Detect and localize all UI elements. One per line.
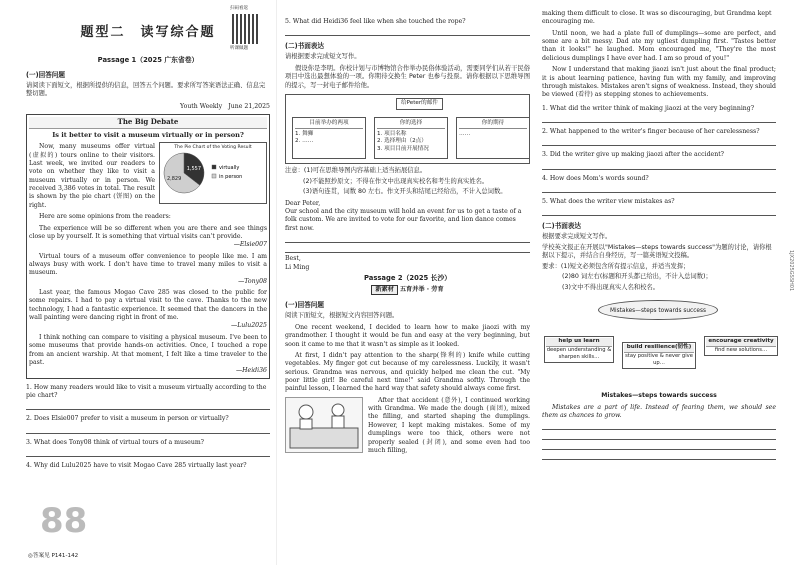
question: 5. What did Heidi36 feel like when she touched the rope? (285, 18, 466, 25)
side-code: 1JX2025GSSH01 (788, 250, 794, 292)
node-text: deepen understanding & sharpen skills… (546, 346, 612, 360)
page-number: 88 (40, 501, 88, 542)
paragraph: Here are some opinions from the readers: (39, 213, 171, 221)
legend-label: virtually (219, 165, 240, 172)
essay-opening: Mistakes are a part of life. Instead of fearing them, we should see them as chances to grow. (542, 403, 776, 419)
note: 注意：(1)可在思维导图内容基础上适当拓展信息。 (285, 167, 427, 175)
new-material-tag: 新素材 (371, 285, 398, 295)
paragraph: The experience will be so different when you are there and see things close up by yourself. It is something that virtual visits can't provide. (29, 224, 267, 240)
requirement: (3)文中不得出现真实人名和校名。 (562, 283, 660, 291)
box-line: 3. 项目目前开展情况 (377, 145, 429, 152)
answer-line[interactable] (26, 402, 270, 410)
column-middle (276, 0, 538, 565)
answer-line[interactable] (542, 162, 776, 170)
paragraph: I think nothing can compare to visiting a physical museum. I've been to some museums that provide hands-on activities. Once, I touched a rope from an ancient warship. At that moment, I felt like a time traveler to the past. (29, 333, 267, 366)
mind-map-center: Mistakes—steps towards success (598, 300, 718, 320)
section-heading: (二)书面表达 (542, 222, 581, 231)
mind-map-box (292, 117, 366, 159)
question: 2. What happened to the writer's finger because of her carelessness? (542, 127, 760, 135)
answer-line[interactable] (285, 28, 530, 36)
section-instruction: 请根据要求完成短文写作。 (285, 53, 361, 61)
answer-line[interactable] (285, 235, 530, 243)
illustration-svg (286, 398, 362, 452)
legend-label: in person (219, 174, 243, 181)
note: (3)语句连贯，词数 80 左右。作文开头和结尾已经给出，不计入总词数。 (303, 188, 507, 196)
paragraph: After that accident (意外), I continued working with Grandma. We made the dough (面团), mixed the filling, and started shaping the dumplings. However, I kept making mistakes. Some of my dumplings were too thick, others were not properly sealed (封闭), and some even had too much filling, (368, 396, 530, 454)
question: 3. What does Tony08 think of virtual tours of a museum? (26, 438, 205, 446)
section-heading: (一)回答问题 (285, 301, 324, 310)
signature: —Elsie007 (233, 241, 267, 249)
paragraph: Now, many museums offer virtual (虚拟的) tours online to their visitors. Last week, we invited our readers to vote on whether they like to visit a museum virtually or in person. We received 3,386 votes in total. The result is shown by the pie chart (饼图) on the right. (29, 143, 155, 209)
box-heading: 你的选择 (377, 120, 445, 129)
writing-task: 学校英文报正在开展以"Mistakes—steps towards success"为题的讨论，请你根据以下提示，并结合自身经历，写一篇英语短文投稿。 (542, 243, 772, 260)
mind-map-box (456, 117, 530, 159)
mind-map-box (374, 117, 448, 159)
qr-code-icon[interactable] (232, 14, 260, 44)
question: 3. Did the writer give up making jiaozi after the accident? (542, 151, 724, 159)
signature: —Tony08 (238, 277, 267, 285)
footer-note: ◎答案见 P141-142 (28, 553, 79, 560)
section-heading: (二)书面表达 (285, 42, 324, 51)
paragraph: Now I understand that making jiaozi isn't just about the final product; it is about learning patience, having fun with my family, and improving through mistakes. Mistakes aren't signs of weakness. Instead, they should be viewed (看待) as stepping stones to achievements. (542, 66, 776, 99)
debate-title: The Big Debate (29, 117, 267, 129)
passage1-title: Passage 1（2025 广东省卷） (97, 55, 199, 64)
question: 1. How many readers would like to visit a museum virtually according to the pie chart? (26, 383, 267, 399)
debate-box (26, 114, 270, 379)
newspaper-header: Youth Weekly June 21,2025 (180, 102, 270, 110)
answer-line[interactable] (26, 449, 270, 457)
mind-map-node (544, 336, 614, 363)
paragraph: Until noon, we had a plate full of dumplings—some are perfect, and some are a bit messy. Dad ate my ugliest dumpling first. "Tastes better than it looks!" he laughed. Mom encouraged me, "They're the most delicious dumplings I have ever had. I am so proud of you!" (542, 29, 776, 62)
legend-swatch (212, 174, 216, 178)
pie-chart-title: The Pie Chart of the Voting Result (174, 145, 252, 151)
note: (2)不能照抄原文；不得在作文中出现真实校名和考生的真实姓名。 (303, 177, 489, 185)
tag-text: 五育并举 · 劳育 (399, 286, 444, 294)
answer-line[interactable] (26, 426, 270, 434)
answer-line[interactable] (542, 115, 776, 123)
box-line: 2. …… (295, 138, 314, 145)
requirement: 要求：(1)短文必须包含所有提示信息，并适当发挥； (542, 262, 690, 270)
question: 5. What does the writer view mistakes as? (542, 198, 675, 206)
kitchen-illustration (285, 397, 363, 453)
answer-line[interactable] (542, 432, 776, 440)
box-line: …… (459, 130, 471, 137)
question: 2. Does Elsie007 prefer to visit a museum in person or virtually? (26, 415, 229, 423)
section-heading: (一)回答问题 (26, 70, 65, 79)
box-line: 2. 选择理由（2点） (377, 138, 427, 145)
box-heading: 你的期待 (459, 120, 527, 129)
essay-title: Mistakes—steps towards success (601, 392, 717, 400)
signature: —Heidi36 (235, 367, 267, 375)
node-heading: help us learn (546, 338, 612, 347)
pie-data-label: 1,557 (186, 166, 202, 173)
box-heading: 目前举办的两项 (295, 120, 363, 129)
legend-swatch (212, 165, 216, 169)
debate-subtitle: Is it better to visit a museum virtually or in person? (52, 131, 244, 140)
pie-data-label: 2,829 (166, 176, 182, 183)
node-text: find new solutions… (714, 346, 768, 353)
qr-label-bottom: 听课做题 (230, 46, 248, 51)
letter-signature: Li Ming (285, 263, 310, 271)
answer-line[interactable] (542, 422, 776, 430)
box-line: 1. 舞狮 (295, 130, 314, 137)
column-left (6, 0, 274, 565)
letter-closing: Best, (285, 255, 301, 263)
mind-map-node (622, 342, 696, 369)
answer-line[interactable] (542, 442, 776, 450)
answer-line[interactable] (285, 245, 530, 253)
section-instruction: 请阅读下面短文，根据所提供的信息，回答五个问题。要求所写答案语法正确、信息完整切题。 (26, 81, 266, 98)
paragraph: Last year, the famous Mogao Cave 285 was closed to the public for some repairs. I had to pay a virtual visit to the cave. Thanks to the new technology, I had a fantastic experience. It seemed that the dancers in the wall painting were dancing right in front of me. (29, 289, 267, 322)
answer-line[interactable] (542, 138, 776, 146)
box-line: 1. 项目名称 (377, 130, 407, 137)
section-instruction: 阅读下面短文，根据短文内容回答问题。 (285, 312, 399, 320)
answer-line[interactable] (542, 452, 776, 460)
answer-line[interactable] (542, 185, 776, 193)
paragraph: making them difficult to close. It was so discouraging, but Grandma kept encouraging me. (542, 10, 772, 26)
section-instruction: 根据要求完成短文写作。 (542, 233, 612, 241)
paragraph: At first, I didn't pay attention to the sharp(锋利的) knife while cutting vegetables. My finger got cut because of my carelessness. Luckily, it wasn't serious. Grandma was nervous, and quickly helped me clean the cut. "My poor little girl! Be careful next time!" said Grandma softly. Through the painful lesson, I learned the hard way that safety should always come first. (285, 351, 530, 393)
writing-task: 假设你是李明。你校计划与市博物馆合作举办民俗体验活动，需要同学们从若干民俗项目中选出最想体验的一项。你期待交换生 Peter 也参与投票。请你根据以下思维导图的提示，写一封电子邮件给他。 (285, 64, 530, 89)
pie-svg (162, 151, 264, 195)
column-right (538, 0, 782, 565)
paragraph: Virtual tours of a museum offer convenience to people like me. I am always busy with work. I don't have time to travel many miles to visit a museum. (29, 252, 267, 277)
node-text: stay positive & never give up… (625, 352, 693, 366)
pie-chart (159, 142, 267, 204)
letter-greeting: Dear Peter, (285, 199, 321, 207)
mind-map (542, 298, 776, 390)
question: 4. Why did Lulu2025 have to visit Mogao Cave 285 virtually last year? (26, 462, 247, 470)
mind-map-top: 给Peter的邮件 (396, 98, 443, 110)
page-title: 题型二 读写综合题 (80, 25, 216, 40)
requirement: (2)80 词左右(标题和开头都已给出，不计入总词数)； (562, 273, 712, 281)
question: 4. How does Mom's words sound? (542, 174, 649, 182)
letter-opening: Our school and the city museum will hold an event for us to get a taste of a folk custom. We are invited to vote for our favorite, and lion dance comes first now. (285, 208, 522, 232)
paragraph: One recent weekend, I decided to learn how to make jiaozi with my grandmother. I thought it would be fun and easy at the very beginning, but soon it came to me that it wasn't as simple as it looked. (285, 323, 530, 348)
passage2-title: Passage 2（2025 长沙） (363, 273, 452, 282)
mind-map (285, 94, 530, 164)
qr-label-top: 扫码看返 (230, 6, 248, 11)
node-heading: build resilience(韧性) (624, 344, 694, 353)
answer-line[interactable] (542, 208, 776, 216)
mind-map-node (704, 336, 778, 356)
signature: —Lulu2025 (231, 322, 267, 330)
question: 1. What did the writer think of making jiaozi at the very beginning? (542, 104, 755, 112)
node-heading: encourage creativity (706, 338, 776, 347)
